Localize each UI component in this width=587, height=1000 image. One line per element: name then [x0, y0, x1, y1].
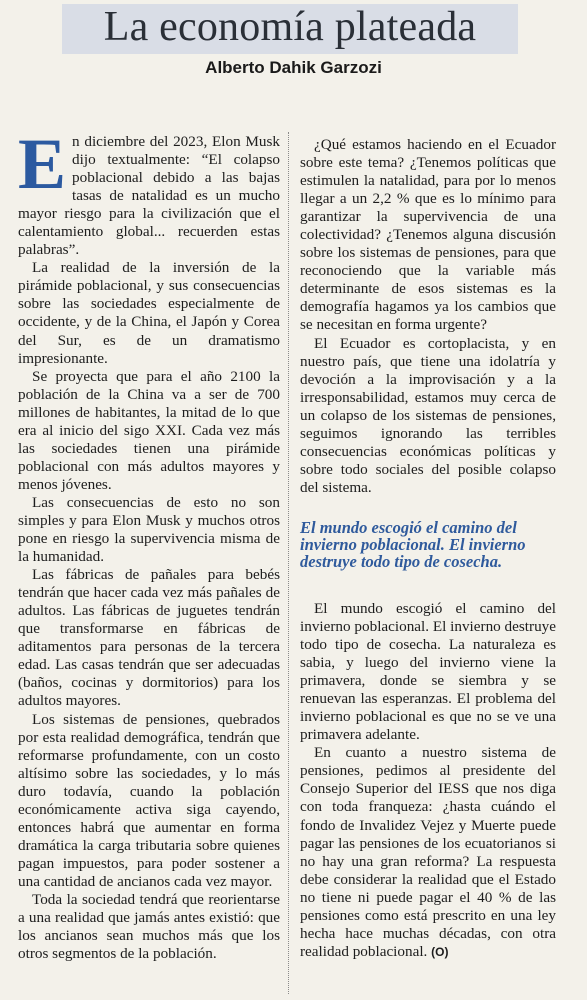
body-paragraph: ¿Qué estamos haciendo en el Ecuador sobre este tema? ¿Tenemos políticas que estimulen la natalidad, para por lo menos llegar a un 2,2 % que es lo mínimo para garantizar la supervivencia de una colectividad? ¿Tenemos alguna discusión sobre los sistemas de pensiones, para que reconociendo que la variable más determinante de esos sistemas es la demografía hagamos ya los cambios que se necesitan en forma urgente? — [300, 136, 556, 334]
body-paragraph: Se proyecta que para el año 2100 la población de la China va a ser de 700 millones de habitantes, la mitad de lo que era al inicio del sigo XXI. Cada vez más las sociedades tienen una pirámide poblacional con más adultos mayores y menos jóvenes. — [18, 367, 280, 493]
body-paragraph: Las fábricas de pañales para bebés tendrán que hacer cada vez más pañales de adultos. Las fábricas de juguetes tendrán que transformarse en fábricas de aditamentos para personas de la tercera edad. Las casas tendrán que ser adecuadas (baños, cocinas y dormitorios) para los adultos mayores. — [18, 566, 280, 710]
body-paragraph: El mundo escogió el camino del invierno poblacional. El invierno destruye todo tipo de cosecha. La naturaleza es sabia, y luego del invierno viene la primavera, donde se siembra y se renuevan las esperanzas. El problema del invierno poblacional es que no se ve una primavera adelante. — [300, 599, 557, 744]
body-paragraph: Toda la sociedad tendrá que reorientarse a una realidad que jamás antes existió: que los ancianos sean muchos más que los otros segmentos de la población. — [18, 890, 280, 963]
pull-quote: El mundo escogió el camino del invierno poblacional. El invierno destruye todo tipo de cosecha. — [300, 517, 526, 571]
closing-paragraph-text: En cuanto a nuestro sistema de pensiones, pedimos al presidente del Consejo Superior del IESS que nos diga con toda franqueza: ¿hasta cuándo el fondo de Invalidez Vejez y Muerte puede pagar las pensiones de los ecuatorianos si no hay una gran reforma? La respuesta debe considerar la realidad que el Estado no tiene ni puede pagar el 40 % de las pensiones como está prescrito en una ley hecha hace muchas décadas, con otra realidad poblacional. — [300, 744, 556, 960]
right-column — [300, 136, 556, 961]
column-divider — [288, 132, 289, 994]
body-paragraph: La realidad de la inversión de la pirámide poblacional, y sus consecuencias sobre las sociedades especialmente de occidente, y de la China, el Japón y Corea del Sur, es de un dramatismo impresionante. — [18, 259, 280, 367]
closing-paragraph — [300, 744, 556, 961]
drop-cap: E — [18, 124, 67, 204]
end-mark: (O) — [431, 944, 449, 959]
article-title: La economía plateada — [103, 4, 477, 50]
body-paragraph: Las consecuencias de esto no son simples y para Elon Musk y muchos otros pone en riesgo la supervivencia misma de la humanidad. — [18, 493, 280, 566]
first-paragraph — [18, 124, 280, 259]
author-byline: Alberto Dahik Garzozi — [205, 58, 382, 77]
body-paragraph: El Ecuador es cortoplacista, y en nuestro país, que tiene una idolatría y devoción a la improvisación y a la irresponsabilidad, estamos muy cerca de un colapso de los sistemas de pensiones, seguimos ignorando las terribles consecuencias económicas políticas y sobre todo sociales del posible colapso del sistema. — [300, 334, 556, 496]
left-column — [18, 124, 280, 963]
body-paragraph: Los sistemas de pensiones, quebrados por esta realidad demográfica, tendrán que reformarse profundamente, con un costo altísimo sobre las sociedades, y lo más duro todavía, cuando la población económicamente activa siga cayendo, entonces habrá que aumentar en forma dramática la carga tributaria sobre quienes pagan impuestos, para poder sostener a una cantidad de ancianos cada vez mayor. — [18, 710, 280, 890]
first-paragraph-text: n diciembre del 2023, Elon Musk dijo textualmente: “El colapso poblacional debido a las bajas tasas de natalidad es un mucho mayor riesgo para la civilización que el calentamiento global... recuerden estas palabras”. — [18, 133, 280, 259]
